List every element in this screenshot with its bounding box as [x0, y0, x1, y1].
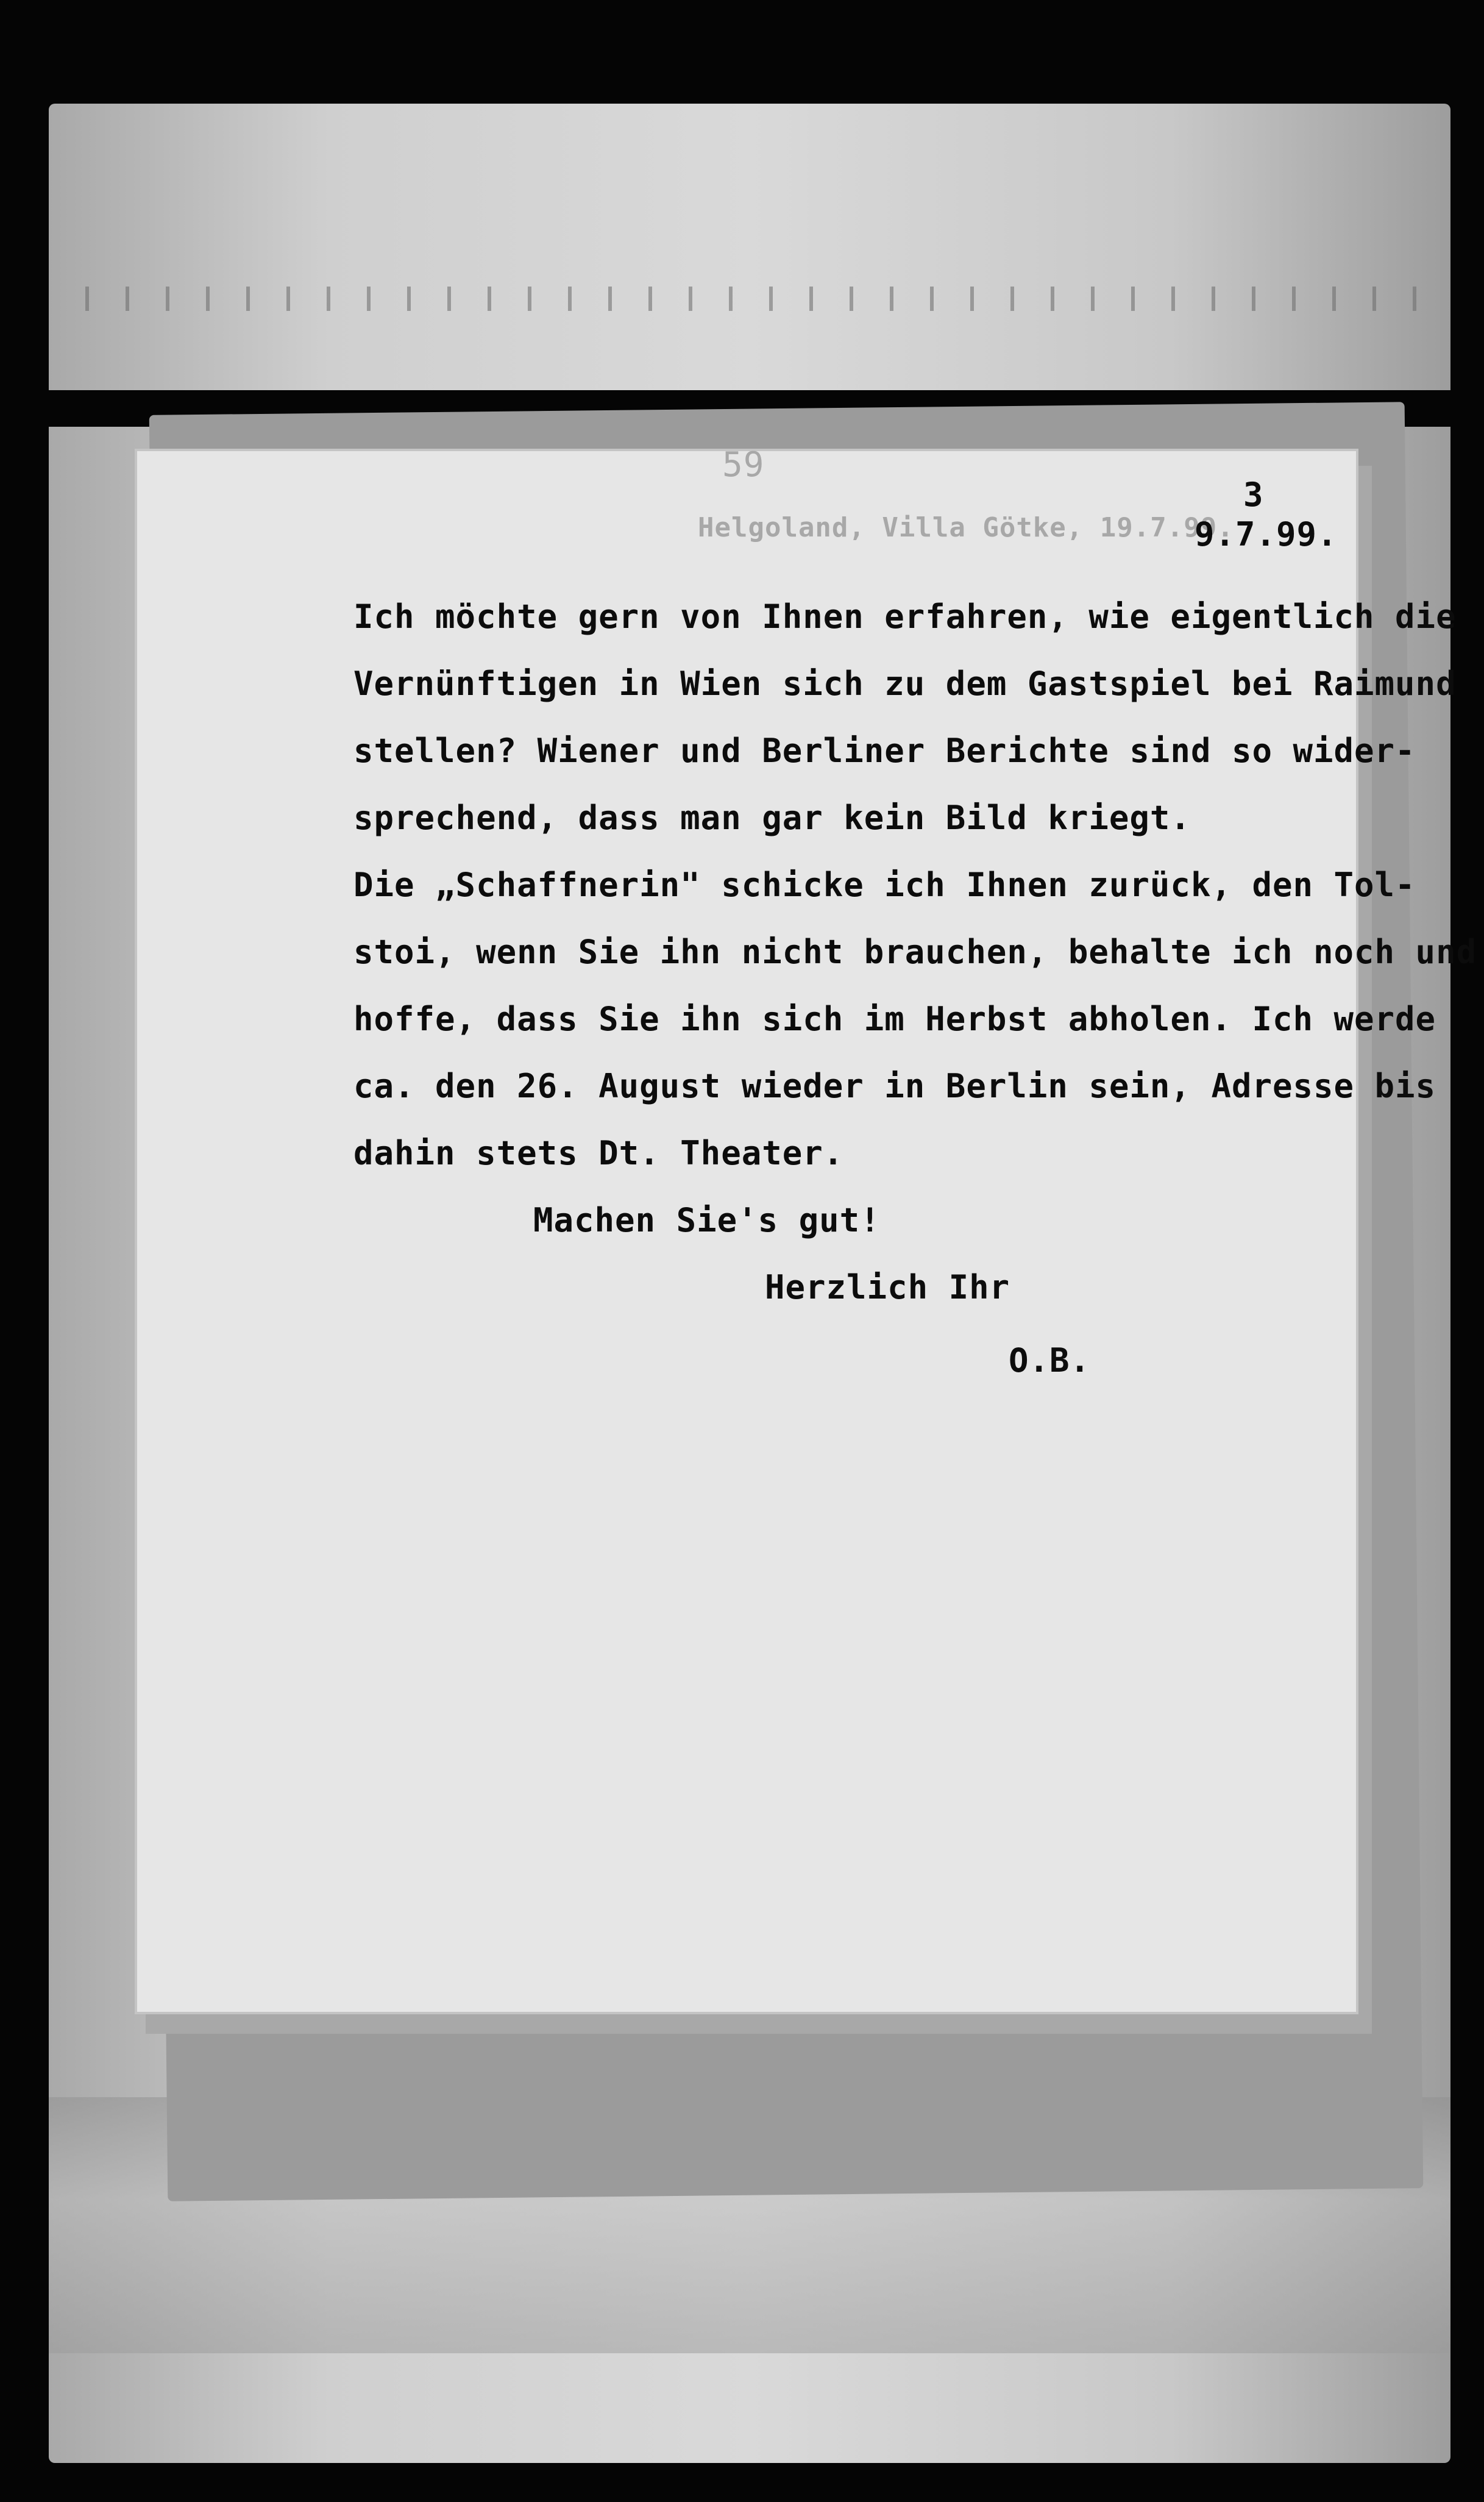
letter-line-8: ca. den 26. August wieder in Berlin sein, Adresse bis — [353, 1067, 1436, 1105]
letter-line-3: stellen? Wiener und Berliner Berichte sind so wider- — [353, 732, 1416, 770]
letter-line-2: Vernünftigen in Wien sich zu dem Gastspiel bei Raimund — [353, 665, 1457, 703]
letter-closing: Machen Sie's gut! — [533, 1201, 881, 1239]
perforation-marks — [49, 287, 1450, 311]
letter-line-6: stoi, wenn Sie ihn nicht brauchen, behalte ich noch und — [353, 933, 1477, 971]
letter-page — [137, 445, 1477, 2012]
page-mark: 3 — [1243, 476, 1264, 514]
letter-signature: O.B. — [1009, 1341, 1091, 1380]
letter-line-1: Ich möchte gern von Ihnen erfahren, wie eigentlich die — [353, 597, 1457, 636]
letter-salutation: Herzlich Ihr — [765, 1268, 1010, 1306]
letter-date: 9.7.99. — [1195, 515, 1338, 554]
ghost-header: Helgoland, Villa Götke, 19.7.99. — [698, 512, 1234, 543]
letter-line-7: hoffe, dass Sie ihn sich im Herbst abholen. Ich werde — [353, 1000, 1436, 1038]
letter-line-5: Die „Schaffnerin" schicke ich Ihnen zurück, den Tol- — [353, 866, 1416, 904]
letter-line-9: dahin stets Dt. Theater. — [353, 1134, 844, 1172]
ghost-page-number: 59 — [722, 445, 765, 485]
letter-line-4: sprechend, dass man gar kein Bild kriegt. — [353, 799, 1191, 837]
